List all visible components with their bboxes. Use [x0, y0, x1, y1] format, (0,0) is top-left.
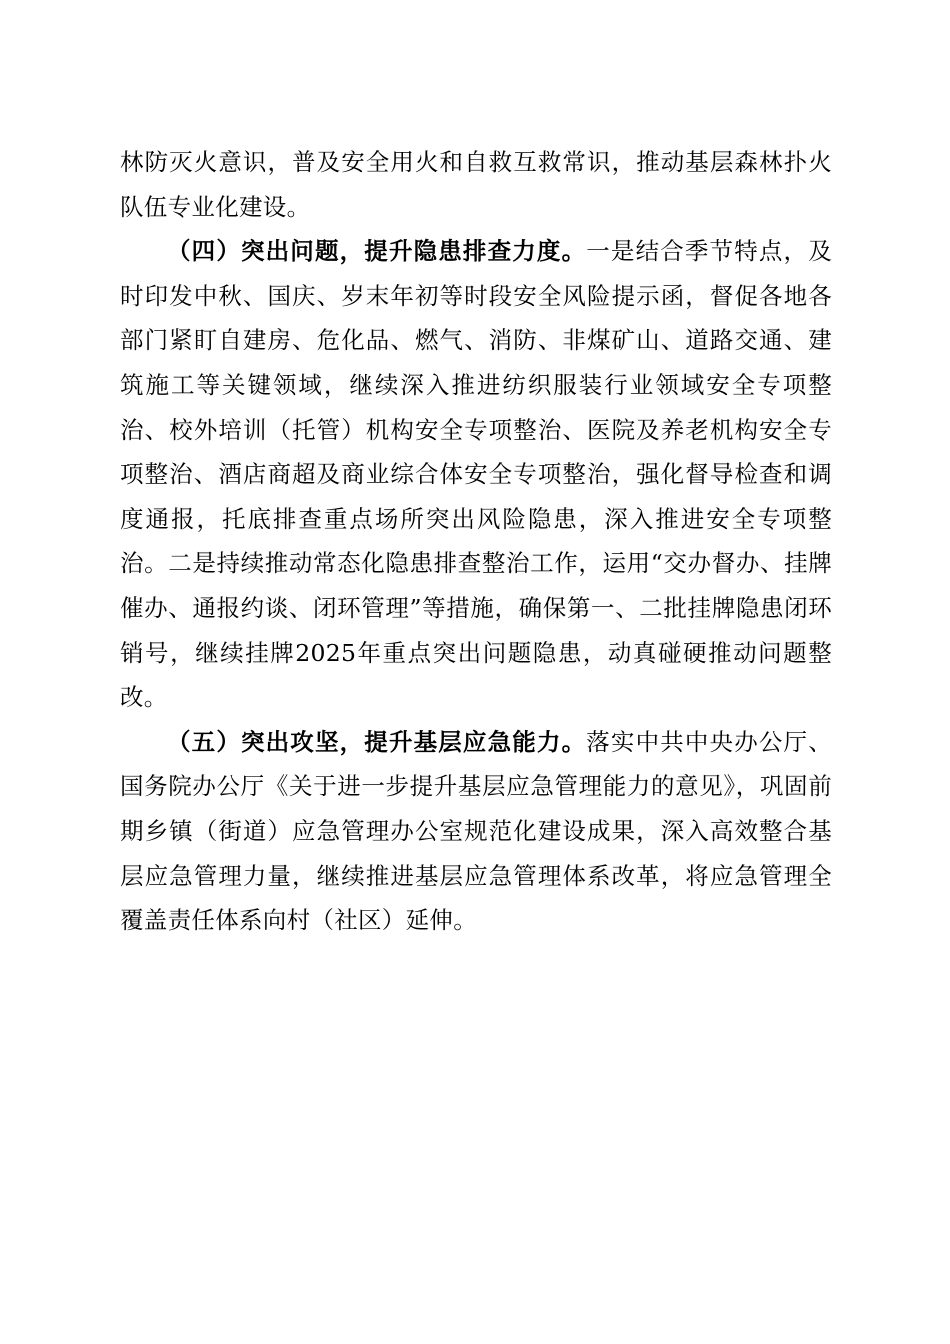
paragraph-body: 落实中共中央办公厅、国务院办公厅《关于进一步提升基层应急管理能力的意见》，巩固前期乡镇（街道）应急管理办公室规范化建设成果，深入高效整合基层应急管理力量，继续推进基层应急管理体系改革，将应急管理全覆盖责任体系向村（社区）延伸。	[120, 727, 833, 935]
paragraph-body: 林防灭火意识，普及安全用火和自救互救常识，推动基层森林扑火队伍专业化建设。	[120, 148, 832, 221]
paragraph-section-5	[120, 720, 832, 943]
document-body	[120, 140, 832, 943]
paragraph-body: 一是结合季节特点，及时印发中秋、国庆、岁末年初等时段安全风险提示函，督促各地各部门紧盯自建房、危化品、燃气、消防、非煤矿山、道路交通、建筑施工等关键领域，继续深入推进纺织服装行业领域安全专项整治、校外培训（托管）机构安全专项整治、医院及养老机构安全专项整治、酒店商超及商业综合体安全专项整治，强化督导检查和调度通报，托底排查重点场所突出风险隐患，深入推进安全专项整治。二是持续推动常态化隐患排查整治工作，运用“交办督办、挂牌催办、通报约谈、闭环管理”等措施，确保第一、二批挂牌隐患闭环销号，继续挂牌2025年重点突出问题隐患，动真碰硬推动问题整改。	[120, 237, 833, 712]
section-heading: （四）突出问题，提升隐患排查力度。	[167, 237, 587, 266]
section-heading: （五）突出攻坚，提升基层应急能力。	[167, 727, 587, 756]
paragraph-section-4	[120, 229, 832, 720]
paragraph-continuation	[120, 140, 832, 229]
